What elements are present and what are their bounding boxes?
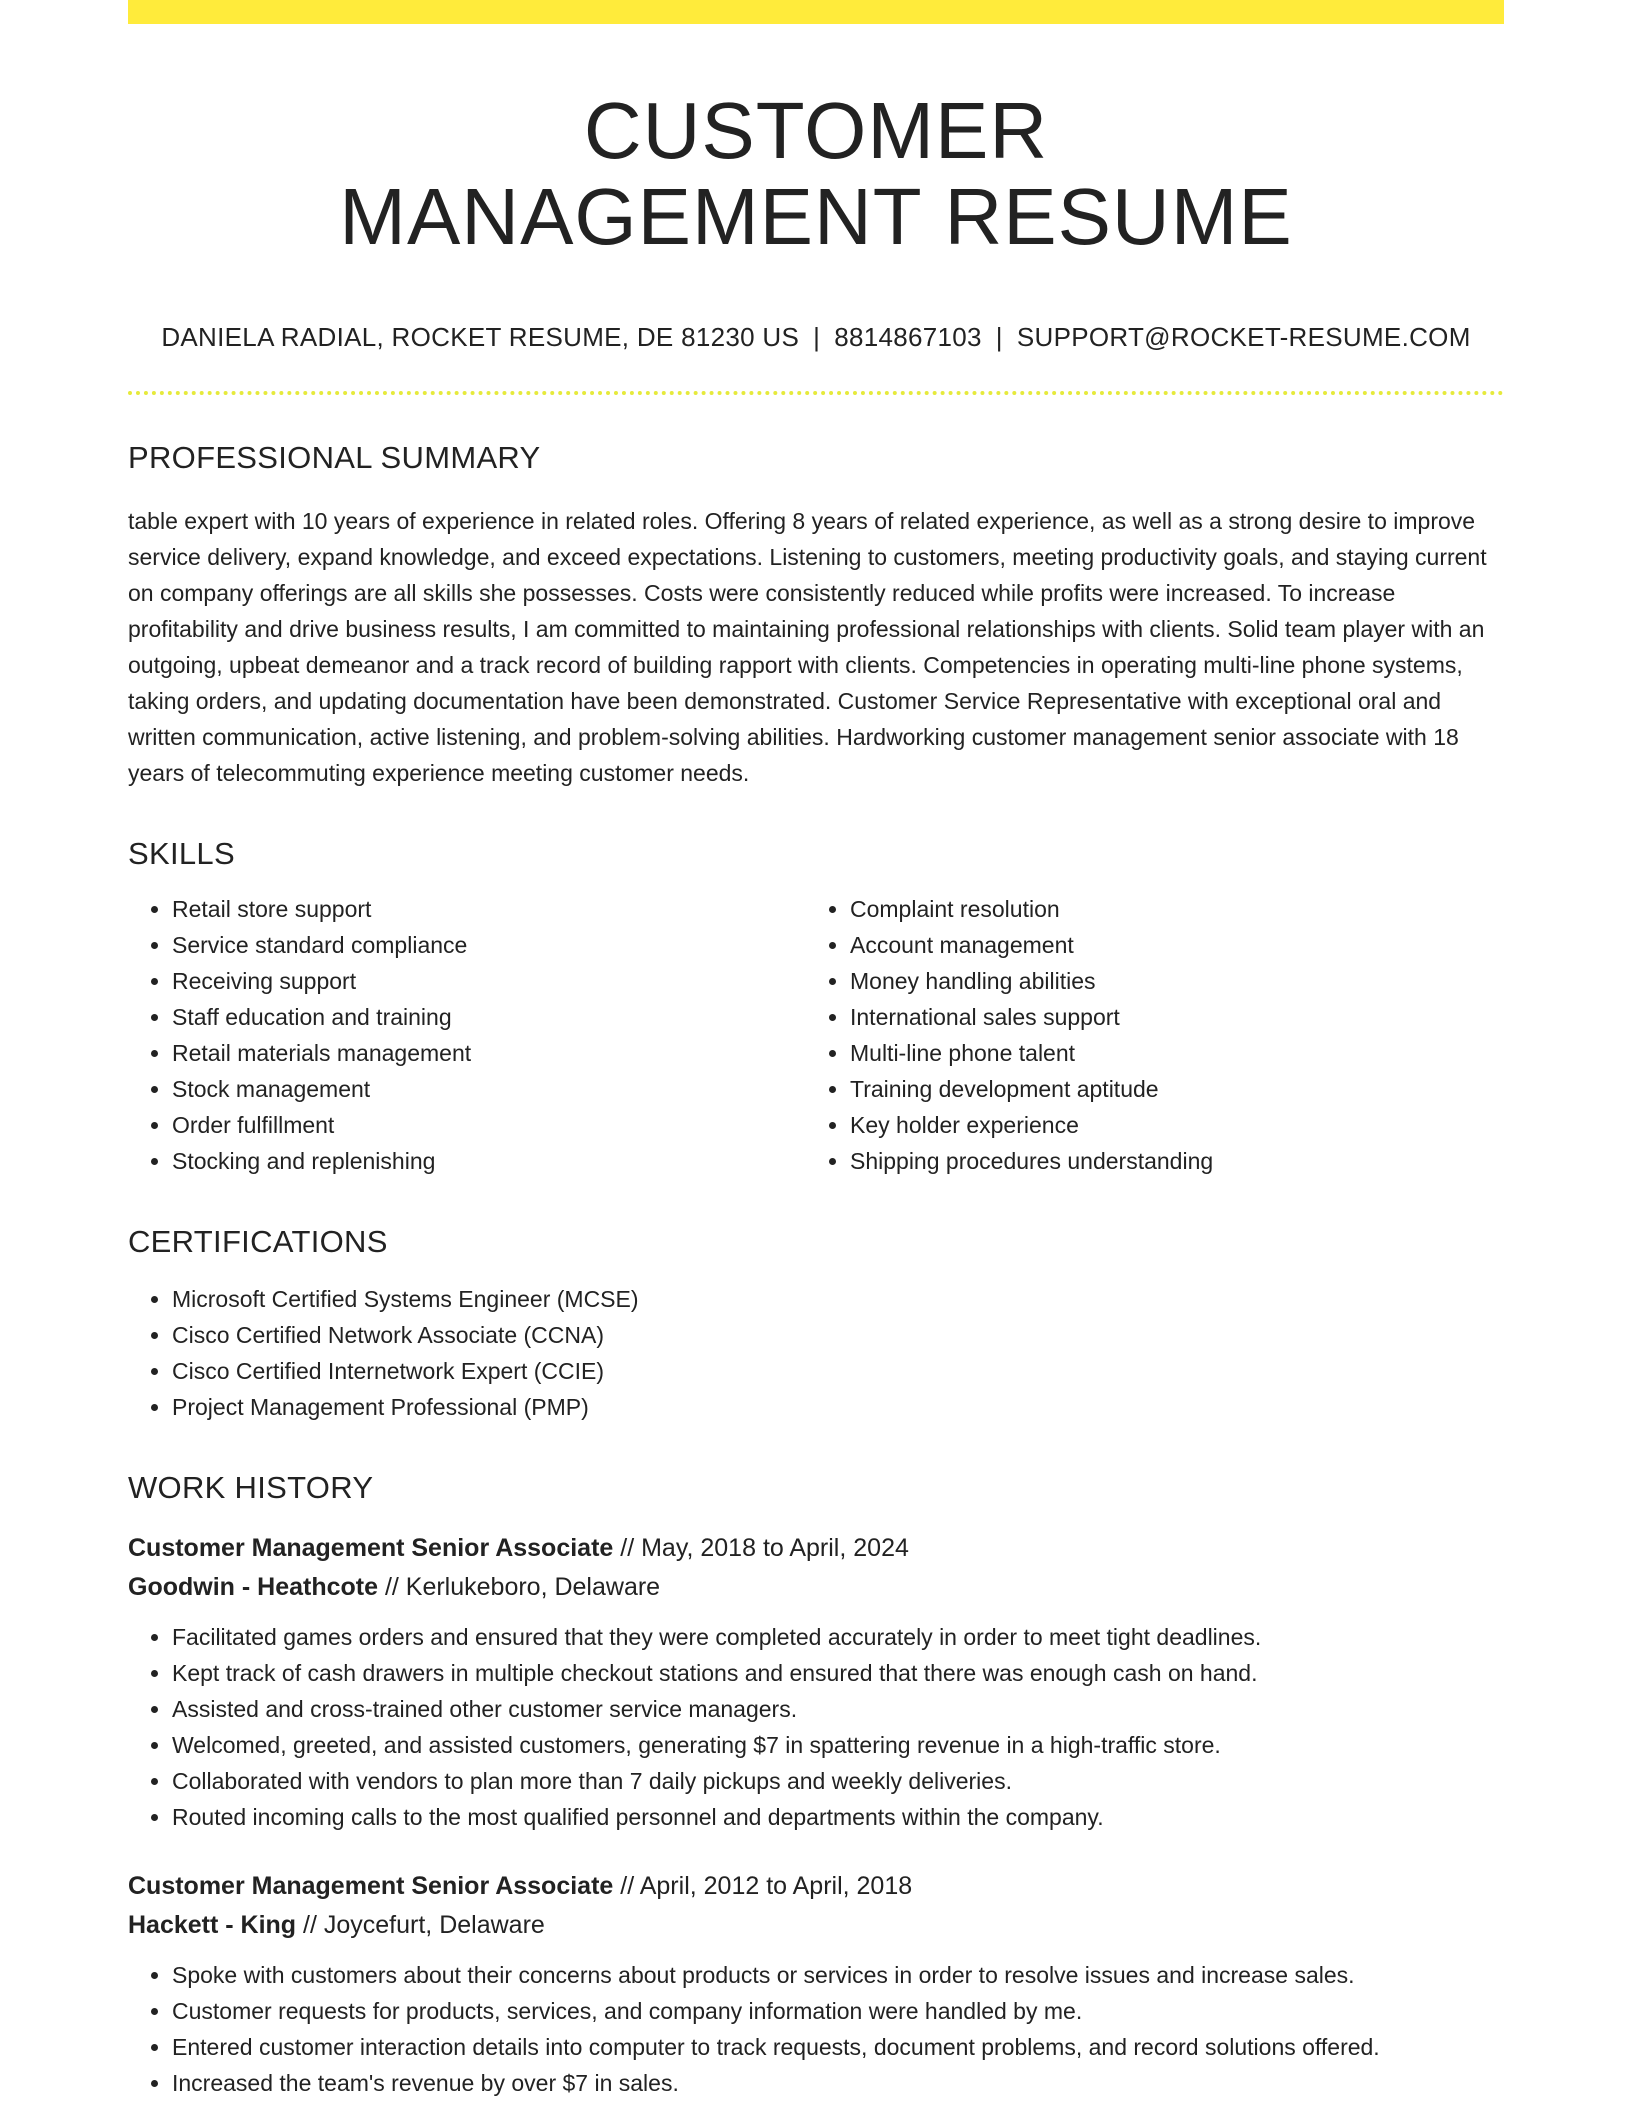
contact-email: SUPPORT@ROCKET-RESUME.COM [1016, 322, 1471, 352]
job-bullets [128, 1619, 1504, 1835]
list-item: • Cisco Certified Network Associate (CCNA) [172, 1317, 1504, 1353]
list-item: • Assisted and cross-trained other customer service managers. [172, 1691, 1504, 1727]
job-title-line [128, 1529, 1504, 1568]
skills-columns [128, 891, 1504, 1179]
list-item: • Facilitated games orders and ensured that they were completed accurately in order to meet tight deadlines. [172, 1619, 1504, 1655]
list-item: • Retail store support [172, 891, 806, 927]
skills-heading: SKILLS [128, 836, 235, 871]
job-title-line [128, 1867, 1504, 1906]
list-item: • Stocking and replenishing [172, 1143, 806, 1179]
list-item: • International sales support [850, 999, 1484, 1035]
summary-heading: PROFESSIONAL SUMMARY [128, 440, 541, 475]
certifications-section [128, 1223, 1504, 1425]
list-item: • Stock management [172, 1071, 806, 1107]
dotted-divider [128, 391, 1504, 395]
summary-text: table expert with 10 years of experience in related roles. Offering 8 years of related experience, as well as a strong desire to improve service delivery, expand knowledge, and exceed expectations. Listening to customers, meeting productivity goals, and staying current on company offerings are all skills she possesses. Costs were consistently reduced while profits were increased. To increase profitability and drive business results, I am committed to maintaining professional relationships with clients. Solid team player with an outgoing, upbeat demeanor and a track record of building rapport with clients. Competencies in operating multi-line phone systems, taking orders, and updating documentation have been demonstrated. Customer Service Representative with exceptional oral and written communication, active listening, and problem-solving abilities. Hardworking customer management senior associate with 18 years of telecommuting experience meeting customer needs. [128, 508, 1487, 786]
list-item: • Entered customer interaction details into computer to track requests, document problems, and record solutions offered. [172, 2029, 1504, 2065]
list-item: • Customer requests for products, services, and company information were handled by me. [172, 1993, 1504, 2029]
contact-phone: 8814867103 [834, 322, 982, 352]
title-line-1: CUSTOMER [583, 86, 1049, 175]
job-title: Customer Management Senior Associate [128, 1534, 614, 1562]
job-entry [128, 1529, 1504, 1835]
certifications-list [128, 1281, 1504, 1425]
list-item: • Shipping procedures understanding [850, 1143, 1484, 1179]
list-item: • Collaborated with vendors to plan more than 7 daily pickups and weekly deliveries. [172, 1763, 1504, 1799]
list-item: • Training development aptitude [850, 1071, 1484, 1107]
title-line-2: MANAGEMENT RESUME [339, 172, 1293, 261]
list-item: • Routed incoming calls to the most qualified personnel and departments within the company. [172, 1799, 1504, 1835]
summary-section [128, 439, 1504, 791]
work-history-section [128, 1469, 1504, 2101]
job-company-line [128, 1568, 1504, 1607]
resume-title [128, 88, 1504, 260]
list-item: • Money handling abilities [850, 963, 1484, 999]
skills-list-left [128, 891, 806, 1179]
list-item: • Welcomed, greeted, and assisted customers, generating $7 in spattering revenue in a high-traffic store. [172, 1727, 1504, 1763]
skills-section [128, 835, 1504, 1179]
list-item: • Cisco Certified Internetwork Expert (CCIE) [172, 1353, 1504, 1389]
list-item: • Spoke with customers about their concerns about products or services in order to resolve issues and increase sales. [172, 1957, 1504, 1993]
list-item: • Staff education and training [172, 999, 806, 1035]
job-entry [128, 1867, 1504, 2101]
resume-page [128, 0, 1504, 2101]
job-dates: // April, 2012 to April, 2018 [613, 1872, 913, 1900]
list-item: • Microsoft Certified Systems Engineer (MCSE) [172, 1281, 1504, 1317]
list-item: • Complaint resolution [850, 891, 1484, 927]
contact-separator: | [995, 322, 1003, 352]
list-item: • Multi-line phone talent [850, 1035, 1484, 1071]
job-dates: // May, 2018 to April, 2024 [613, 1534, 909, 1562]
list-item: • Kept track of cash drawers in multiple checkout stations and ensured that there was enough cash on hand. [172, 1655, 1504, 1691]
certifications-heading: CERTIFICATIONS [128, 1224, 388, 1259]
list-item: • Receiving support [172, 963, 806, 999]
job-company: Hackett - King [128, 1911, 297, 1939]
list-item: • Account management [850, 927, 1484, 963]
list-item: • Project Management Professional (PMP) [172, 1389, 1504, 1425]
list-item: • Service standard compliance [172, 927, 806, 963]
job-bullets [128, 1957, 1504, 2101]
work-history-heading: WORK HISTORY [128, 1470, 374, 1505]
job-company: Goodwin - Heathcote [128, 1573, 378, 1601]
contact-separator: | [813, 322, 821, 352]
job-location: // Joycefurt, Delaware [296, 1911, 545, 1939]
list-item: • Retail materials management [172, 1035, 806, 1071]
job-company-line [128, 1906, 1504, 1945]
list-item: • Order fulfillment [172, 1107, 806, 1143]
contact-line [128, 322, 1504, 353]
top-accent-bar [128, 0, 1504, 24]
list-item: • Key holder experience [850, 1107, 1484, 1143]
job-location: // Kerlukeboro, Delaware [378, 1573, 661, 1601]
job-title: Customer Management Senior Associate [128, 1872, 614, 1900]
skills-list-right [806, 891, 1484, 1179]
contact-address: DANIELA RADIAL, ROCKET RESUME, DE 81230 US [161, 322, 800, 352]
list-item: • Increased the team's revenue by over $7 in sales. [172, 2065, 1504, 2101]
